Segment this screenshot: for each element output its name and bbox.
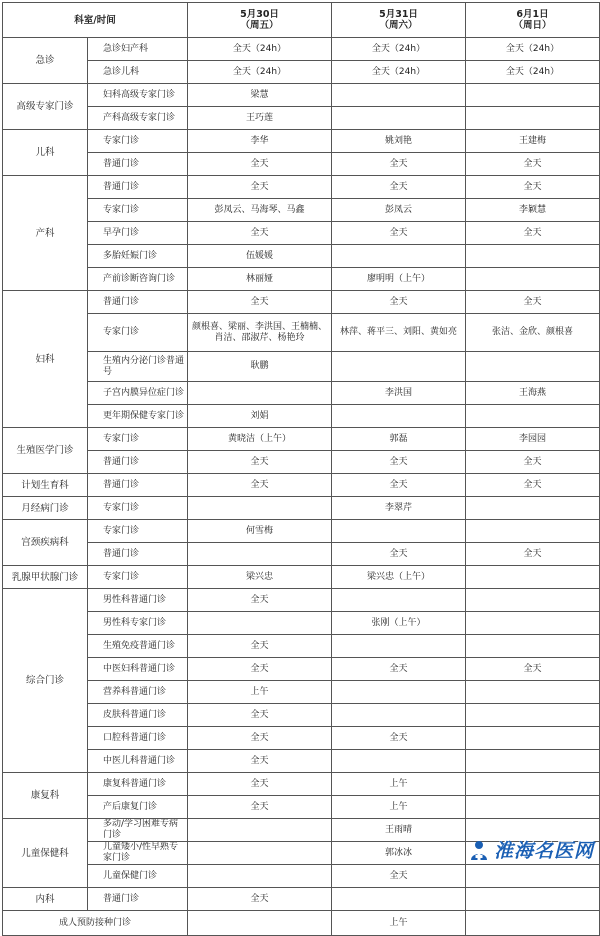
schedule-cell: 全天	[466, 153, 600, 176]
table-row	[3, 268, 600, 291]
schedule-cell	[188, 497, 332, 520]
schedule-cell: 全天	[188, 176, 332, 199]
table-row	[3, 84, 600, 107]
schedule-cell: 全天	[188, 727, 332, 750]
schedule-cell	[332, 520, 466, 543]
clinic-cell: 普通门诊	[88, 153, 188, 176]
department-cell: 月经病门诊	[3, 497, 88, 520]
schedule-cell	[188, 911, 332, 936]
table-row	[3, 405, 600, 428]
schedule-cell	[466, 589, 600, 612]
header-row	[3, 3, 600, 38]
schedule-cell: 全天	[188, 750, 332, 773]
schedule-cell: 全天	[188, 635, 332, 658]
schedule-cell: 全天	[188, 451, 332, 474]
clinic-cell: 皮肤科普通门诊	[88, 704, 188, 727]
schedule-cell: 全天	[332, 451, 466, 474]
schedule-table	[2, 2, 600, 936]
schedule-cell: 何雪梅	[188, 520, 332, 543]
schedule-cell: 耿鹏	[188, 352, 332, 382]
department-cell: 康复科	[3, 773, 88, 819]
schedule-cell: 彭凤云	[332, 199, 466, 222]
table-row	[3, 130, 600, 153]
table-row	[3, 796, 600, 819]
clinic-cell: 多胎妊娠门诊	[88, 245, 188, 268]
schedule-cell: 全天	[466, 658, 600, 681]
clinic-cell: 产后康复门诊	[88, 796, 188, 819]
clinic-cell: 男性科专家门诊	[88, 612, 188, 635]
watermark	[468, 836, 594, 863]
day-date: 5月30日	[240, 9, 279, 20]
clinic-cell: 成人预防接种门诊	[3, 911, 188, 936]
clinic-cell: 普通门诊	[88, 291, 188, 314]
department-cell: 宫颈疾病科	[3, 520, 88, 566]
department-cell: 产科	[3, 176, 88, 291]
table-row	[3, 773, 600, 796]
schedule-cell	[466, 497, 600, 520]
table-row	[3, 911, 600, 936]
schedule-cell: 梁兴忠（上午）	[332, 566, 466, 589]
clinic-cell: 专家门诊	[88, 520, 188, 543]
table-row	[3, 727, 600, 750]
schedule-cell	[466, 352, 600, 382]
schedule-cell: 全天	[188, 222, 332, 245]
clinic-cell: 普通门诊	[88, 888, 188, 911]
day-date: 6月1日	[516, 9, 549, 20]
clinic-cell: 专家门诊	[88, 566, 188, 589]
department-cell: 急诊	[3, 38, 88, 84]
schedule-cell: 姚刘艳	[332, 130, 466, 153]
clinic-cell: 早孕门诊	[88, 222, 188, 245]
schedule-cell	[466, 750, 600, 773]
schedule-cell: 全天	[188, 704, 332, 727]
clinic-cell: 专家门诊	[88, 497, 188, 520]
clinic-cell: 普通门诊	[88, 176, 188, 199]
table-row	[3, 291, 600, 314]
schedule-cell	[332, 589, 466, 612]
table-row	[3, 497, 600, 520]
clinic-cell: 妇科高级专家门诊	[88, 84, 188, 107]
clinic-cell: 急诊儿科	[88, 61, 188, 84]
department-cell: 综合门诊	[3, 589, 88, 773]
clinic-cell: 专家门诊	[88, 199, 188, 222]
corner-header: 科室/时间	[3, 3, 188, 38]
department-cell: 妇科	[3, 291, 88, 428]
table-row	[3, 153, 600, 176]
schedule-cell	[466, 635, 600, 658]
clinic-cell: 口腔科普通门诊	[88, 727, 188, 750]
schedule-cell: 全天	[332, 222, 466, 245]
day-date: 5月31日	[379, 9, 418, 20]
schedule-cell: 李颖慧	[466, 199, 600, 222]
schedule-cell	[332, 888, 466, 911]
schedule-cell: 上午	[332, 773, 466, 796]
schedule-cell: 全天	[466, 222, 600, 245]
schedule-cell: 全天	[188, 589, 332, 612]
schedule-cell: 全天	[332, 153, 466, 176]
schedule-cell: 彭凤云、马海琴、马鑫	[188, 199, 332, 222]
schedule-cell: 王巧莲	[188, 107, 332, 130]
watermark-text: 淮海名医网	[493, 840, 594, 862]
clinic-cell: 男性科普通门诊	[88, 589, 188, 612]
schedule-cell	[466, 911, 600, 936]
department-cell: 儿科	[3, 130, 88, 176]
schedule-cell: 全天	[466, 474, 600, 497]
schedule-cell: 伍媛媛	[188, 245, 332, 268]
day-header-1	[332, 3, 466, 38]
schedule-cell	[332, 750, 466, 773]
table-row	[3, 704, 600, 727]
clinic-cell: 更年期保健专家门诊	[88, 405, 188, 428]
schedule-cell: 全天	[188, 796, 332, 819]
schedule-cell	[188, 382, 332, 405]
clinic-cell: 儿童矮小/性早熟专家门诊	[88, 842, 188, 865]
clinic-cell: 康复科普通门诊	[88, 773, 188, 796]
table-row	[3, 635, 600, 658]
schedule-cell: 全天	[188, 888, 332, 911]
table-row	[3, 199, 600, 222]
schedule-cell	[466, 84, 600, 107]
schedule-cell: 郭冰冰	[332, 842, 466, 865]
table-row	[3, 382, 600, 405]
schedule-cell	[188, 612, 332, 635]
schedule-cell: 全天	[188, 291, 332, 314]
table-row	[3, 245, 600, 268]
department-cell: 计划生育科	[3, 474, 88, 497]
table-row	[3, 888, 600, 911]
clinic-cell: 急诊妇产科	[88, 38, 188, 61]
schedule-cell: 王雨晴	[332, 819, 466, 842]
schedule-cell: 全天（24h）	[466, 61, 600, 84]
schedule-cell	[188, 543, 332, 566]
clinic-cell: 产科高级专家门诊	[88, 107, 188, 130]
schedule-cell	[466, 704, 600, 727]
table-row	[3, 543, 600, 566]
clinic-cell: 营养科普通门诊	[88, 681, 188, 704]
schedule-cell	[466, 107, 600, 130]
schedule-cell	[188, 842, 332, 865]
schedule-cell: 上午	[188, 681, 332, 704]
clinic-cell: 生殖内分泌门诊普通号	[88, 352, 188, 382]
schedule-cell: 黄晓洁（上午）	[188, 428, 332, 451]
schedule-cell	[466, 612, 600, 635]
schedule-cell	[332, 352, 466, 382]
schedule-cell: 刘娟	[188, 405, 332, 428]
schedule-cell: 全天	[332, 543, 466, 566]
clinic-cell: 中医妇科普通门诊	[88, 658, 188, 681]
department-cell: 乳腺甲状腺门诊	[3, 566, 88, 589]
clinic-cell: 生殖免疫普通门诊	[88, 635, 188, 658]
schedule-cell: 梁兴忠	[188, 566, 332, 589]
clinic-cell: 普通门诊	[88, 451, 188, 474]
table-row	[3, 107, 600, 130]
day-weekday: （周五）	[240, 20, 279, 31]
day-header-0	[188, 3, 332, 38]
schedule-cell: 全天	[332, 474, 466, 497]
clinic-cell: 普通门诊	[88, 543, 188, 566]
table-row	[3, 520, 600, 543]
schedule-cell	[188, 865, 332, 888]
schedule-cell: 全天（24h）	[188, 38, 332, 61]
clinic-cell: 子宫内膜异位症门诊	[88, 382, 188, 405]
day-weekday: （周日）	[513, 20, 552, 31]
schedule-cell: 全天（24h）	[466, 38, 600, 61]
table-row	[3, 428, 600, 451]
table-row	[3, 352, 600, 382]
clinic-cell: 中医儿科普通门诊	[88, 750, 188, 773]
schedule-cell	[466, 796, 600, 819]
schedule-cell	[466, 566, 600, 589]
schedule-cell	[466, 520, 600, 543]
day-weekday: （周六）	[379, 20, 418, 31]
department-cell: 内科	[3, 888, 88, 911]
schedule-cell: 全天	[466, 451, 600, 474]
schedule-cell	[466, 727, 600, 750]
schedule-cell: 李园园	[466, 428, 600, 451]
schedule-cell	[332, 84, 466, 107]
schedule-cell	[466, 405, 600, 428]
schedule-cell	[332, 405, 466, 428]
schedule-cell	[466, 245, 600, 268]
schedule-cell: 梁慧	[188, 84, 332, 107]
schedule-cell: 张刚（上午）	[332, 612, 466, 635]
schedule-cell: 全天	[332, 727, 466, 750]
schedule-cell: 全天（24h）	[332, 61, 466, 84]
schedule-cell: 全天	[332, 176, 466, 199]
schedule-cell: 全天	[466, 176, 600, 199]
day-header-2	[466, 3, 600, 38]
department-cell: 生殖医学门诊	[3, 428, 88, 474]
table-row	[3, 474, 600, 497]
department-cell: 儿童保健科	[3, 819, 88, 888]
schedule-cell	[332, 704, 466, 727]
schedule-cell	[466, 865, 600, 888]
schedule-cell: 全天	[466, 291, 600, 314]
schedule-cell: 李洪国	[332, 382, 466, 405]
schedule-cell: 全天	[188, 773, 332, 796]
schedule-cell: 全天（24h）	[188, 61, 332, 84]
department-cell: 高级专家门诊	[3, 84, 88, 130]
clinic-cell: 儿童保健门诊	[88, 865, 188, 888]
table-row	[3, 314, 600, 352]
schedule-cell: 王海燕	[466, 382, 600, 405]
schedule-cell	[332, 681, 466, 704]
schedule-cell: 全天	[332, 291, 466, 314]
schedule-cell: 林萍、蒋平三、刘阳、黄如亮	[332, 314, 466, 352]
table-row	[3, 589, 600, 612]
schedule-cell	[332, 245, 466, 268]
schedule-cell: 李华	[188, 130, 332, 153]
schedule-cell: 全天	[332, 658, 466, 681]
schedule-cell	[466, 773, 600, 796]
table-row	[3, 176, 600, 199]
schedule-cell: 全天（24h）	[332, 38, 466, 61]
table-row	[3, 566, 600, 589]
schedule-cell: 全天	[332, 865, 466, 888]
schedule-cell	[466, 268, 600, 291]
schedule-cell: 全天	[466, 543, 600, 566]
clinic-cell: 多动/学习困难专病门诊	[88, 819, 188, 842]
clinic-cell: 专家门诊	[88, 130, 188, 153]
schedule-cell: 廖明明（上午）	[332, 268, 466, 291]
table-row	[3, 612, 600, 635]
table-row	[3, 61, 600, 84]
schedule-cell: 王建梅	[466, 130, 600, 153]
schedule-cell: 张洁、金欣、颜根喜	[466, 314, 600, 352]
table-row	[3, 222, 600, 245]
schedule-cell	[466, 681, 600, 704]
schedule-cell	[188, 819, 332, 842]
schedule-cell: 林丽娅	[188, 268, 332, 291]
schedule-cell: 全天	[188, 153, 332, 176]
schedule-cell: 全天	[188, 474, 332, 497]
table-row	[3, 38, 600, 61]
clinic-cell: 产前诊断咨询门诊	[88, 268, 188, 291]
clinic-cell: 专家门诊	[88, 314, 188, 352]
schedule-cell	[332, 635, 466, 658]
table-row	[3, 865, 600, 888]
clinic-cell: 专家门诊	[88, 428, 188, 451]
schedule-cell: 郭磊	[332, 428, 466, 451]
table-row	[3, 750, 600, 773]
schedule-cell	[332, 107, 466, 130]
schedule-cell: 上午	[332, 911, 466, 936]
schedule-cell: 颜根喜、梁丽、李洪国、王楠楠、肖洁、邵淑芹、杨艳玲	[188, 314, 332, 352]
schedule-cell	[466, 888, 600, 911]
schedule-cell: 全天	[188, 658, 332, 681]
doctor-logo-icon	[468, 839, 490, 861]
schedule-cell: 上午	[332, 796, 466, 819]
table-row	[3, 658, 600, 681]
table-row	[3, 451, 600, 474]
table-row	[3, 681, 600, 704]
schedule-cell: 李翠芹	[332, 497, 466, 520]
clinic-cell: 普通门诊	[88, 474, 188, 497]
